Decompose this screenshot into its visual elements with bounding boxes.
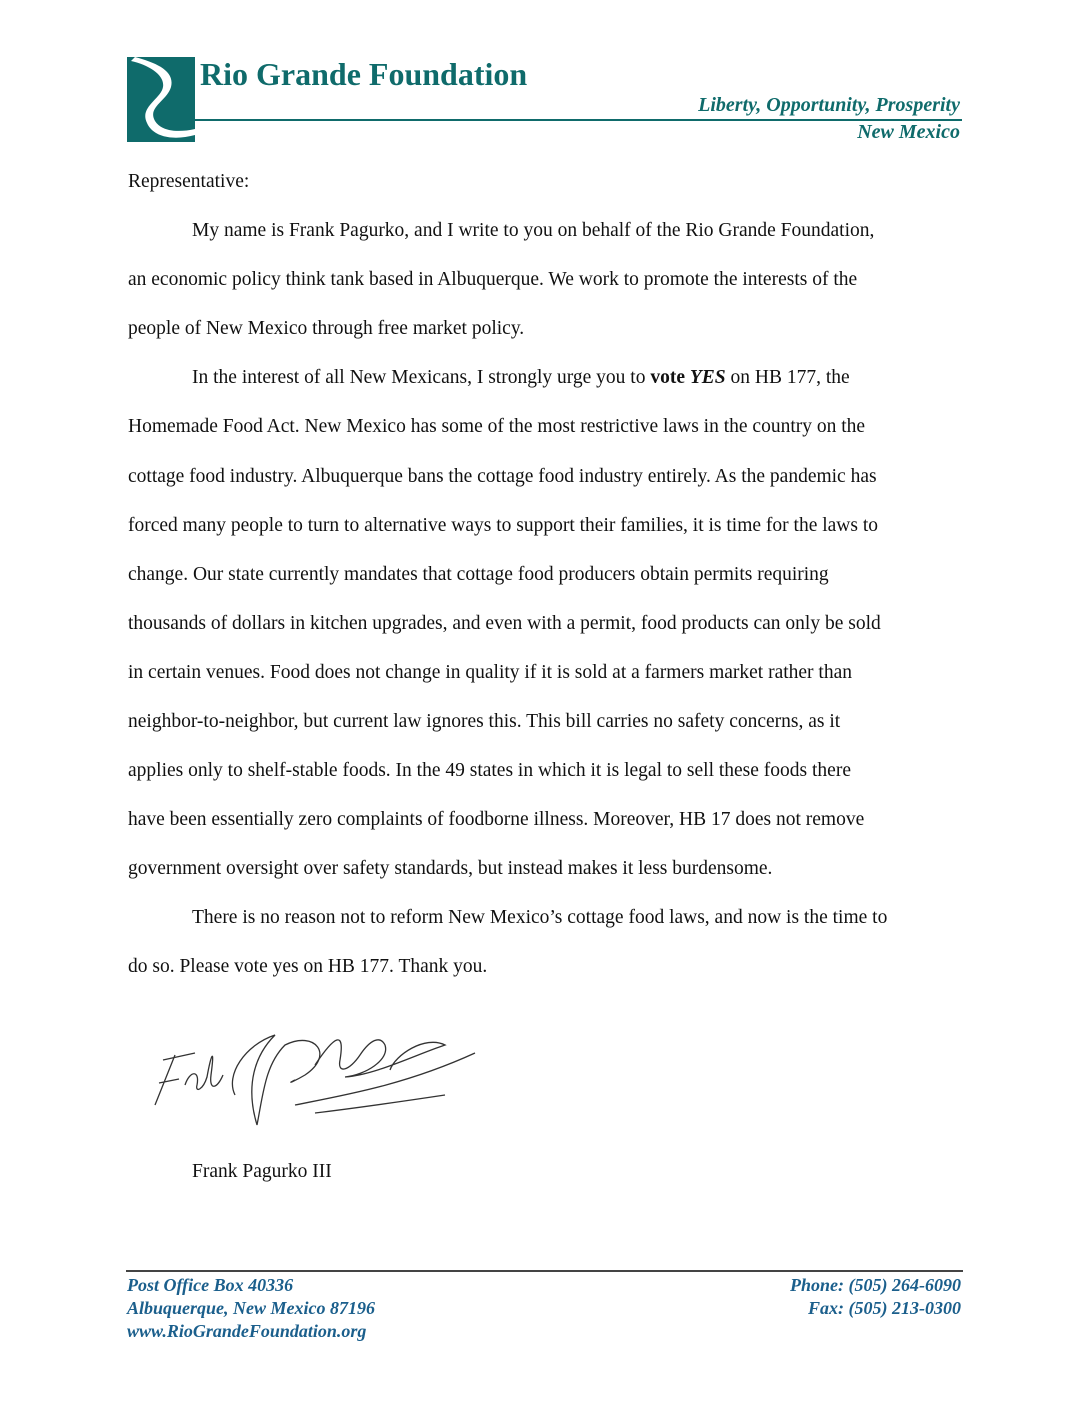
footer-address-line1: Post Office Box 40336	[127, 1275, 294, 1295]
header-divider	[190, 119, 962, 121]
signature	[145, 1015, 485, 1135]
emphasis-yes: YES	[689, 367, 726, 388]
body-line: change. Our state currently mandates that cottage food producers obtain permits requiring	[128, 564, 829, 585]
region: New Mexico	[857, 121, 960, 143]
body-line: do so. Please vote yes on HB 177. Thank you.	[128, 956, 488, 977]
salutation: Representative:	[128, 171, 250, 192]
body-line: an economic policy think tank based in Albuquerque. We work to promote the interests of the	[128, 269, 858, 290]
body-line: cottage food industry. Albuquerque bans the cottage food industry entirely. As the pandemic has	[128, 466, 877, 487]
body-line: have been essentially zero complaints of foodborne illness. Moreover, HB 17 does not remove	[128, 809, 865, 830]
tagline: Liberty, Opportunity, Prosperity	[698, 94, 960, 116]
text: In the interest of all New Mexicans, I strongly urge you to	[192, 367, 651, 388]
emphasis: vote	[650, 367, 690, 388]
signer-name: Frank Pagurko III	[192, 1161, 332, 1182]
body-line: neighbor-to-neighbor, but current law ignores this. This bill carries no safety concerns, as it	[128, 711, 841, 732]
footer-divider	[126, 1270, 963, 1272]
footer-website-link[interactable]: www.RioGrandeFoundation.org	[127, 1321, 367, 1341]
body-line: applies only to shelf-stable foods. In the 49 states in which it is legal to sell these foods there	[128, 760, 851, 781]
body-line: thousands of dollars in kitchen upgrades, and even with a permit, food products can only be sold	[128, 613, 881, 634]
footer-phone: Phone: (505) 264-6090	[790, 1275, 961, 1295]
body-line: people of New Mexico through free market policy.	[128, 318, 525, 339]
body-line	[192, 367, 850, 389]
footer-address-line2: Albuquerque, New Mexico 87196	[127, 1298, 376, 1318]
body-line: Homemade Food Act. New Mexico has some of the most restrictive laws in the country on the	[128, 416, 866, 437]
body-line: My name is Frank Pagurko, and I write to you on behalf of the Rio Grande Foundation,	[192, 220, 875, 241]
body-line: There is no reason not to reform New Mexico’s cottage food laws, and now is the time to	[192, 907, 888, 928]
body-line: forced many people to turn to alternative ways to support their families, it is time for the laws to	[128, 515, 879, 536]
body-line: in certain venues. Food does not change in quality if it is sold at a farmers market rather than	[128, 662, 852, 683]
footer-fax: Fax: (505) 213-0300	[808, 1298, 961, 1318]
text: on HB 177, the	[725, 367, 850, 388]
rio-grande-logo	[127, 57, 195, 142]
org-name: Rio Grande Foundation	[200, 56, 528, 92]
body-line: government oversight over safety standards, but instead makes it less burdensome.	[128, 858, 773, 879]
